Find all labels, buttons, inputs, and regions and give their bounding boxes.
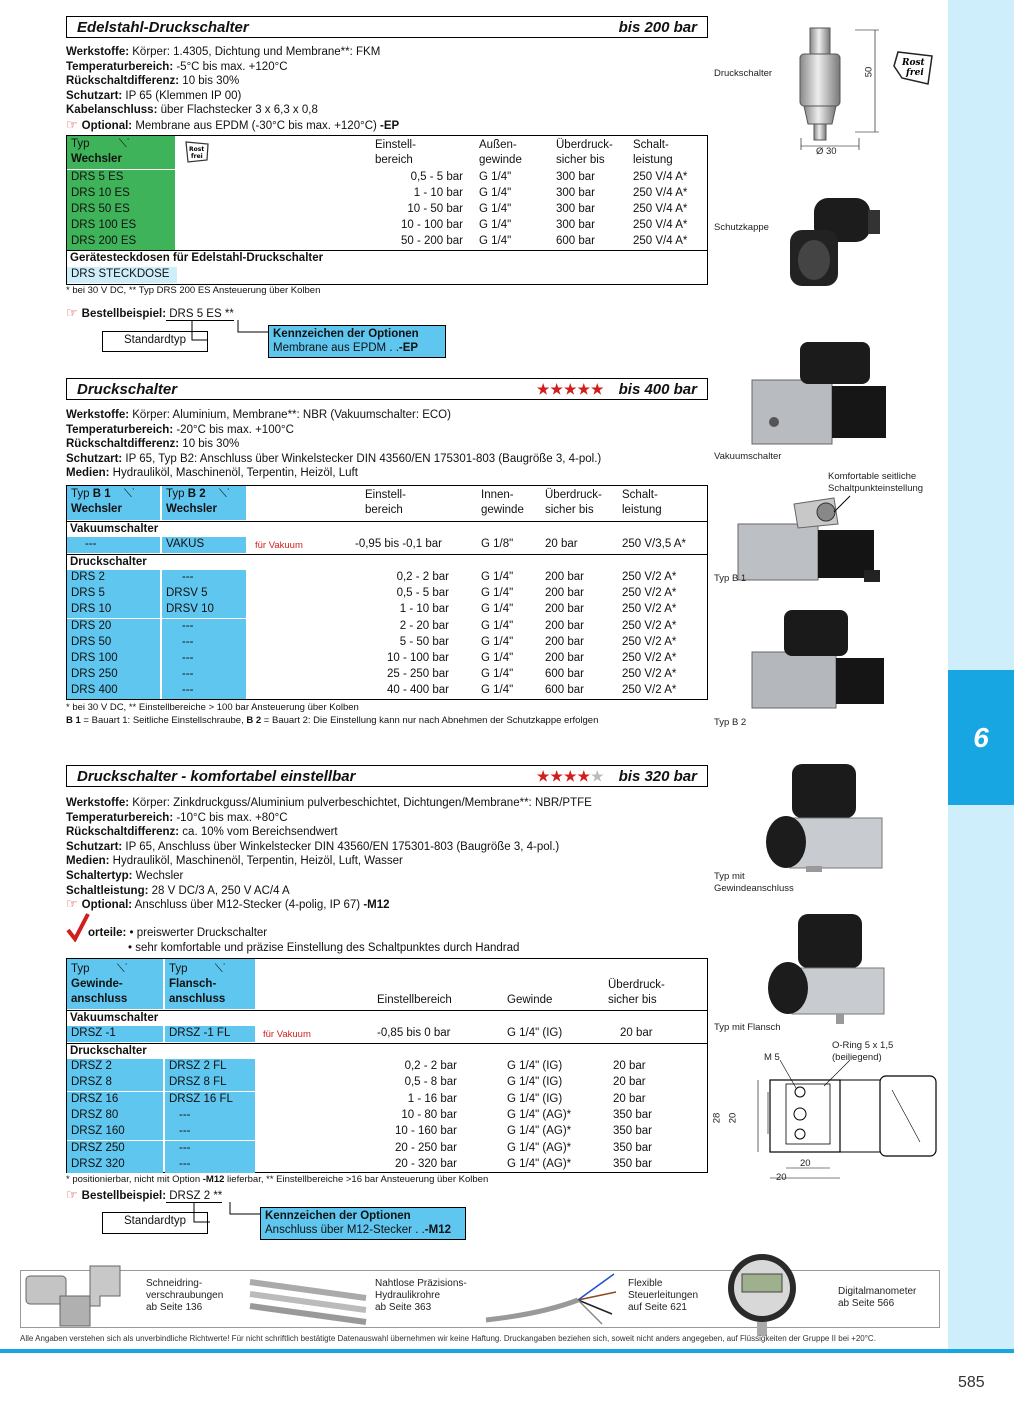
protective-cap-photo [784,190,884,290]
section-title: Edelstahl-Druckschalter [77,18,249,36]
footnote: * bei 30 V DC, ** Typ DRS 200 ES Ansteuerung über Kolben [66,285,321,296]
table-cell: 20 - 250 bar [394,1141,457,1154]
dim-diameter: Ø 30 [816,146,837,157]
table-row-vakuum: --- VAKUS für Vakuum -0,95 bis -0,1 bar G 1/8" 20 bar 250 V/3,5 A* [67,537,707,553]
product-code[interactable]: DRS 10 ES [67,186,175,202]
product-code[interactable]: DRSZ 2 [67,1059,163,1075]
flange-type-photo [764,912,892,1026]
table-cell: 300 bar [556,219,596,231]
table-row [67,651,707,667]
pointing-hand-icon: ☞ [66,117,78,132]
property-line: Temperaturbereich: -10°C bis max. +80°C [66,811,288,824]
property-line: Schaltleistung: 28 V DC/3 A, 250 V AC/4 A [66,884,290,897]
property-line: Schutzart: IP 65, Anschluss über Winkelstecker DIN 43560/EN 175301-803 (Baugröße 3, 4-pol.) [66,840,560,853]
footnote-1: * bei 30 V DC, ** Einstellbereiche > 100 bar Ansteuerung über Kolben [66,702,359,713]
product-code[interactable]: DRS 400 [67,683,160,699]
dim-20-inner: 20 [800,1158,811,1169]
table-cell: 0,2 - 2 bar [396,571,449,583]
order-example: ☞ Bestellbeispiel: DRS 5 ES ** [66,305,234,320]
vakuum-note: für Vakuum [255,540,303,551]
table-cell: 300 bar [556,203,596,215]
group-druckschalter: Druckschalter [67,1043,707,1059]
header-gewinde: Gewinde [507,994,553,1006]
table-cell: 200 bar [545,571,585,583]
product-code[interactable]: DRSZ 250 [67,1141,163,1157]
section-pressure: bis 400 bar [618,380,697,398]
frei-text: frei [906,68,924,78]
table-cell: 5 - 50 bar [399,635,449,648]
cable-photo [482,1270,622,1326]
table-cell: G 1/4" [481,571,514,583]
table-cell: 0,5 - 5 bar [410,171,463,183]
table-row [67,218,707,234]
product-code[interactable]: DRS 100 ES [67,218,175,234]
product-table-edelstahl [66,135,708,285]
thread-type-photo [762,762,890,872]
product-code[interactable]: --- [165,1108,255,1124]
group-gerätesteckdosen: Gerätesteckdosen für Edelstahl-Druckschalter [67,250,707,266]
dimension-lines [795,28,885,158]
product-code[interactable]: --- [162,683,246,699]
options-box: Kennzeichen der Optionen Anschluss über M12-Stecker . .-M12 [260,1207,466,1240]
table-cell: 10 - 50 bar [407,203,463,215]
vakuum-note: für Vakuum [263,1029,311,1040]
table-row [67,635,707,651]
table-cell: G 1/4" [479,203,512,215]
standard-type-box: Standardtyp [102,1212,208,1234]
product-code[interactable]: DRSZ 8 [67,1075,163,1091]
table-cell: G 1/4" (AG)* [507,1157,572,1170]
pointing-hand-icon: ☞ [66,896,78,911]
footnote: * positionierbar, nicht mit Option -M12 lieferbar, ** Einstellbereiche >16 bar Ansteuerung über Kolben [66,1174,489,1185]
section-title: Druckschalter [77,380,178,398]
table-cell: 250 V/2 A* [622,603,677,616]
table-row [67,170,707,186]
table-row [67,619,707,635]
switch-symbol-icon: ⟍˙ [123,488,136,500]
table-cell: 50 - 200 bar [400,235,463,247]
table-cell: 250 V/4 A* [633,203,688,215]
optional-line: ☞ Optional: Membrane aus EPDM (-30°C bis max. +120°C) -EP [66,117,400,132]
product-code[interactable]: VAKUS [162,537,246,553]
table-cell: 40 - 400 bar [386,684,449,697]
table-cell: 10 - 100 bar [386,652,449,664]
table-cell: G 1/4" [481,668,514,681]
table-cell: 300 bar [556,171,596,183]
table-cell: 300 bar [556,187,596,199]
property-line: Rückschaltdifferenz: 10 bis 30% [66,438,240,451]
property-line: Temperaturbereich: -5°C bis max. +120°C [66,60,288,73]
product-code[interactable]: DRSZ 16 FL [165,1092,255,1108]
type-b1-photo [734,494,884,594]
header-innengewinde: Innen- gewinde [481,489,524,516]
product-code[interactable]: DRS 50 ES [67,202,175,218]
switch-symbol-icon: ⟍˙ [116,963,129,975]
table-cell: G 1/4" [481,603,514,616]
table-cell: 0,5 - 5 bar [396,587,449,600]
header-ueberdruck: Überdruck- sicher bis [545,489,602,516]
product-code[interactable]: DRS 5 [67,586,160,602]
digital-gauge-photo [724,1252,800,1338]
accessory-steuerleitungen[interactable]: Flexible Steuerleitungen auf Seite 621 [628,1278,699,1313]
table-cell: 1 - 10 bar [399,603,449,616]
dim-28: 28 [711,1112,723,1124]
property-line: Schutzart: IP 65, Typ B2: Anschluss über Winkelstecker DIN 43560/EN 175301-803 (Baugröße 3, 4-pol.) [66,452,602,465]
table-cell: 350 bar [613,1157,653,1170]
table-cell: G 1/4" (AG)* [507,1125,572,1138]
product-code[interactable]: DRS 250 [67,667,160,683]
property-line: Schaltertyp: Wechsler [66,869,184,882]
table-row [67,1157,707,1173]
caption-vakuumschalter: Vakuumschalter [714,451,782,462]
order-example: ☞ Bestellbeispiel: DRSZ 2 ** [66,1187,223,1202]
dim-20-vertical: 20 [727,1112,739,1124]
table-cell: 0,2 - 2 bar [404,1060,457,1072]
property-line: Rückschaltdifferenz: 10 bis 30% [66,75,240,88]
product-table-druckschalter [66,485,708,700]
accessory-hydraulikrohre[interactable]: Nahtlose Präzisions- Hydraulikrohre ab Seite 363 [375,1278,467,1313]
product-code[interactable]: DRS 200 ES [67,234,175,250]
header-typ: Typ ⟍˙ Wechsler [67,136,175,169]
table-cell: 250 V/2 A* [622,652,677,664]
property-line: Werkstoffe: Körper: Zinkdruckguss/Aluminium pulverbeschichtet, Dichtungen/Membrane**: NBR/PTFE [66,797,592,809]
table-row [67,186,707,202]
table-row [67,1075,707,1091]
table-cell: 2 - 20 bar [399,619,449,632]
product-code[interactable]: DRSZ 16 [67,1092,163,1108]
product-code[interactable]: --- [162,619,246,635]
header-gewindeanschluss: Typ ⟍˙ Gewinde- anschluss [67,959,163,1009]
table-cell: G 1/4" (AG)* [507,1108,572,1121]
product-code[interactable]: --- [162,635,246,651]
caption-komfortable: Komfortable seitliche Schaltpunkteinstellung [828,471,924,494]
table-cell: 250 V/2 A* [622,619,677,632]
product-code[interactable]: DRSV 10 [162,602,246,618]
header-aussengewinde: Außen- gewinde [479,139,522,166]
dim-height: 50 [863,66,875,78]
table-cell: 1 - 10 bar [413,187,463,199]
properties-list [66,408,726,481]
table-row [67,1092,707,1108]
table-cell: G 1/4" (AG)* [507,1141,572,1154]
table-cell: G 1/4" (IG) [507,1060,563,1072]
table-cell: 250 V/4 A* [633,187,688,199]
product-code[interactable]: --- [162,651,246,667]
properties-list [66,45,726,118]
header-schaltleistung: Schalt- leistung [622,489,662,516]
pointing-hand-icon: ☞ [66,305,78,320]
caption-druckschalter: Druckschalter [714,68,773,79]
table-cell: 600 bar [545,668,585,681]
page-number: 585 [958,1374,985,1391]
table-row [67,1059,707,1075]
group-vakuumschalter: Vakuumschalter [67,521,707,537]
group-druckschalter: Druckschalter [67,554,707,570]
table-cell: 350 bar [613,1108,653,1121]
switch-symbol-icon: ⟍˙ [214,963,227,975]
table-row-vakuum: DRSZ -1 DRSZ -1 FL für Vakuum -0,85 bis 0 bar G 1/4" (IG) 20 bar [67,1026,707,1042]
table-cell: 250 V/4 A* [633,219,688,231]
table-cell: G 1/4" (IG) [507,1076,563,1089]
section-title: Druckschalter - komfortabel einstellbar [77,767,356,785]
table-cell: 0,5 - 8 bar [404,1076,457,1089]
product-code[interactable]: DRS 2 [67,570,160,586]
header-flanschanschluss: Typ ⟍˙ Flansch- anschluss [165,959,255,1009]
table-cell: 200 bar [545,635,585,648]
rost-text: Rost [189,146,205,153]
product-table-komfortabel [66,958,708,1173]
table-row [67,667,707,683]
product-code-drs-steckdose[interactable]: DRS STECKDOSE [67,267,177,283]
product-code[interactable]: DRSZ -1 FL [165,1026,255,1042]
accessory-digitalmanometer[interactable]: Digitalmanometer ab Seite 566 [838,1286,917,1309]
table-cell: 20 - 320 bar [394,1157,457,1170]
table-cell: G 1/4" [481,619,514,632]
table-cell: 250 V/4 A* [633,235,688,247]
table-row [67,570,707,586]
options-box: Kennzeichen der Optionen Membrane aus EPDM . .-EP [268,325,446,358]
table-row [67,1124,707,1140]
caption-flansch: Typ mit Flansch [714,1022,781,1033]
product-code[interactable]: DRSV 5 [162,586,246,602]
header-schaltleistung: Schalt- leistung [633,139,673,166]
product-code[interactable]: DRSZ 8 FL [165,1075,255,1091]
optional-line: ☞ Optional: Anschluss über M12-Stecker (4-polig, IP 67) -M12 [66,896,390,911]
switch-symbol-icon: ⟍˙ [218,488,231,500]
rating-stars: ★★★★★ [536,380,605,397]
caption-typ-b1: Typ B 1 [714,573,747,584]
table-cell: 600 bar [556,235,596,247]
header-typ-b2: Typ B 2 ⟍˙ Wechsler [162,486,246,520]
frei-text: frei [191,153,203,160]
table-cell: 350 bar [613,1141,653,1154]
caption-gewindeanschluss: Typ mit Gewindeanschluss [714,871,794,894]
property-line: Medien: Hydrauliköl, Maschinenöl, Terpentin, Heizöl, Luft [66,467,358,480]
table-cell: 10 - 100 bar [400,219,463,231]
header-einstellbereich: Einstell- bereich [365,489,406,516]
table-cell: G 1/4" [481,635,514,648]
table-cell: 250 V/4 A* [633,171,688,183]
disclaimer: Alle Angaben verstehen sich als unverbindliche Richtwerte! Für nicht schriftlich bestätigte Datenauswahl übernehmen wir keine Haftung. Druckangaben beziehen sich, soweit nicht anders angegeben, auf Flüssigkeiten der Gruppe II bei +20°C. [20,1334,876,1343]
dim-20-outer: 20 [776,1172,787,1183]
product-code[interactable]: DRS 20 [67,619,160,635]
table-cell: 20 bar [613,1060,646,1072]
product-code[interactable]: DRS 100 [67,651,160,667]
tubes-photo [248,1272,368,1326]
table-cell: 250 V/2 A* [622,587,677,600]
table-cell: 10 - 160 bar [394,1125,457,1138]
switch-symbol-icon: ⟍˙ [118,138,131,150]
property-line: Werkstoffe: Körper: 1.4305, Dichtung und Membrane**: FKM [66,46,381,58]
property-line: Medien: Hydrauliköl, Maschinenöl, Terpentin, Heizöl, Luft, Wasser [66,855,403,868]
rostfrei-stamp-icon [183,140,211,164]
section-header-druckschalter [66,378,708,400]
accessory-schneidring[interactable]: Schneidring- verschraubungen ab Seite 136 [146,1278,224,1313]
property-line: Werkstoffe: Körper: Aluminium, Membrane**: NBR (Vakuumschalter: ECO) [66,409,451,421]
table-cell: G 1/4" [479,235,512,247]
table-cell: 1 - 16 bar [407,1092,457,1105]
table-cell: 250 V/2 A* [622,571,677,583]
product-code[interactable]: DRS 50 [67,635,160,651]
property-line: Rückschaltdifferenz: ca. 10% vom Bereichsendwert [66,826,338,839]
table-cell: 25 - 250 bar [386,668,449,681]
product-code[interactable]: DRSZ 160 [67,1124,163,1140]
label-oring: O-Ring 5 x 1,5 (beiliegend) [832,1040,894,1063]
product-code[interactable]: DRS 10 [67,602,160,618]
product-code[interactable]: --- [162,667,246,683]
table-cell: 250 V/2 A* [622,635,677,648]
table-cell: 200 bar [545,652,585,664]
flange-dimension-drawing [720,1060,940,1186]
bottom-bar [0,1349,1014,1353]
table-cell: G 1/4" [479,187,512,199]
chapter-tab[interactable]: 6 [948,670,1014,805]
table-cell: G 1/4" (IG) [507,1092,563,1105]
table-cell: 250 V/2 A* [622,684,677,697]
product-code[interactable]: --- [165,1124,255,1140]
pointing-hand-icon: ☞ [66,1187,78,1202]
footnote-2: B 1 = Bauart 1: Seitliche Einstellschraube, B 2 = Bauart 2: Die Einstellung kann nur nach Abnehmen der Schutzkappe erfolgen [66,715,599,726]
product-code[interactable]: DRSZ 320 [67,1157,163,1173]
table-cell: G 1/4" [481,652,514,664]
table-cell: 600 bar [545,684,585,697]
property-line: Temperaturbereich: -20°C bis max. +100°C [66,423,294,436]
type-b2-photo [748,606,888,710]
table-cell: 200 bar [545,603,585,616]
vorteile: orteile: • preiswerter Druckschalter • sehr komfortable und präzise Einstellung des Schaltpunktes durch Handrad [88,927,520,954]
table-row [67,586,707,602]
fitting-photo [20,1256,140,1336]
table-row [67,683,707,699]
product-code[interactable]: DRSZ 2 FL [165,1059,255,1075]
header-einstellbereich: Einstellbereich [377,994,452,1006]
rost-text: Rost [902,58,925,68]
table-cell: 250 V/2 A* [622,668,677,681]
standard-type-box: Standardtyp [102,331,208,352]
table-cell: 10 - 80 bar [401,1108,457,1121]
label-m5: M 5 [764,1052,780,1063]
section-header-edelstahl [66,16,708,38]
table-row [67,1141,707,1157]
section-pressure: bis 320 bar [618,767,697,785]
product-code[interactable]: DRSZ -1 [67,1026,163,1042]
table-row [67,1108,707,1124]
section-pressure: bis 200 bar [618,18,697,36]
product-code[interactable]: DRS 5 ES [67,170,175,186]
header-ueberdruck: Überdruck- sicher bis [556,139,613,166]
table-cell: 350 bar [613,1125,653,1138]
header-typ-b1: Typ B 1 ⟍˙ Wechsler [67,486,160,520]
caption-schutzkappe: Schutzkappe [714,222,769,233]
checkmark-icon [66,912,90,942]
table-row [67,234,707,250]
table-cell: G 1/4" [481,684,514,697]
header-einstellbereich: Einstell- bereich [375,139,416,166]
rating-stars: ★★★★★ [536,767,605,784]
properties-list [66,796,726,898]
caption-typ-b2: Typ B 2 [714,717,747,728]
product-code[interactable]: --- [165,1141,255,1157]
property-line: Kabelanschluss: über Flachstecker 3 x 6,3 x 0,8 [66,104,318,117]
table-cell: G 1/4" [481,587,514,600]
table-cell: 200 bar [545,587,585,600]
table-row [67,602,707,618]
group-vakuumschalter: Vakuumschalter [67,1010,707,1026]
table-cell: 20 bar [613,1092,646,1105]
product-code[interactable]: --- [162,570,246,586]
table-cell: 20 bar [613,1076,646,1089]
table-cell: 200 bar [545,619,585,632]
section-header-komfortabel [66,765,708,787]
product-code[interactable]: --- [165,1157,255,1173]
rostfrei-badge-icon [892,48,936,88]
table-row [67,202,707,218]
vacuum-switch-photo [750,340,890,448]
table-cell: G 1/4" [479,219,512,231]
property-line: Schutzart: IP 65 (Klemmen IP 00) [66,89,242,102]
product-code[interactable]: DRSZ 80 [67,1108,163,1124]
table-cell: G 1/4" [479,171,512,183]
header-ueberdruck: Überdruck- sicher bis [608,979,665,1006]
